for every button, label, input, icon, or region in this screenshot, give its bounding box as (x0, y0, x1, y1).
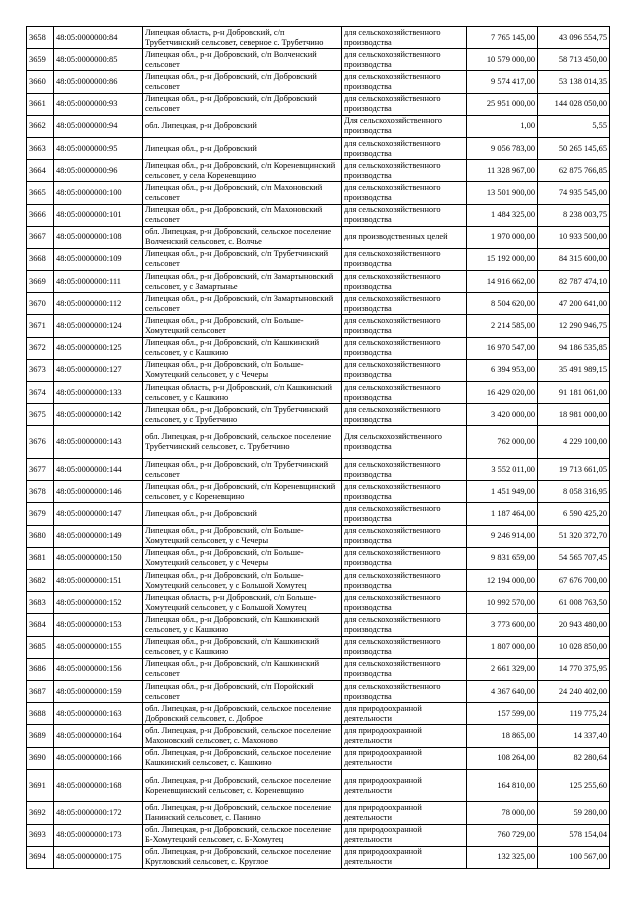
cadastral-value-cell: 20 943 480,00 (538, 614, 610, 636)
row-number: 3680 (27, 525, 54, 547)
area-cell: 9 831 659,00 (467, 547, 538, 569)
cadastral-value-cell: 8 058 316,95 (538, 481, 610, 503)
area-cell: 1 187 464,00 (467, 503, 538, 525)
address-cell: Липецкая обл., р-н Добровский, с/п Замартыновский сельсовет, у с Замартынье (143, 271, 342, 293)
row-number: 3677 (27, 459, 54, 481)
cadastral-number: 48:05:0000000:94 (54, 115, 143, 137)
area-cell: 1 970 000,00 (467, 226, 538, 248)
permitted-use-cell: для сельскохозяйственного производства (342, 293, 467, 315)
permitted-use-cell: для природоохранной деятельности (342, 747, 467, 769)
address-cell: Липецкая область, р-н Добровский, с/п Трубетчинский сельсовет, северное с. Трубетчино (143, 27, 342, 49)
row-number: 3687 (27, 680, 54, 702)
address-cell: Липецкая обл., р-н Добровский (143, 503, 342, 525)
area-cell: 6 394 953,00 (467, 359, 538, 381)
table-row (27, 49, 610, 71)
permitted-use-cell: для сельскохозяйственного производства (342, 658, 467, 680)
table-row (27, 426, 610, 459)
table-row (27, 204, 610, 226)
row-number: 3690 (27, 747, 54, 769)
permitted-use-cell: для сельскохозяйственного производства (342, 382, 467, 404)
address-cell: Липецкая обл., р-н Добровский, с/п Кореневщинский сельсовет, у села Кореневщино (143, 160, 342, 182)
cadastral-value-cell: 67 676 700,00 (538, 570, 610, 592)
table-row (27, 703, 610, 725)
permitted-use-cell: для сельскохозяйственного производства (342, 71, 467, 93)
cadastral-value-cell: 47 200 641,00 (538, 293, 610, 315)
table-row (27, 71, 610, 93)
address-cell: Липецкая обл., р-н Добровский, с/п Кашкинский сельсовет (143, 658, 342, 680)
row-number: 3658 (27, 27, 54, 49)
row-number: 3661 (27, 93, 54, 115)
permitted-use-cell: для сельскохозяйственного производства (342, 204, 467, 226)
table-row (27, 525, 610, 547)
cadastral-value-cell: 18 981 000,00 (538, 404, 610, 426)
area-cell: 2 661 329,00 (467, 658, 538, 680)
permitted-use-cell: для сельскохозяйственного производства (342, 459, 467, 481)
address-cell: Липецкая обл., р-н Добровский, с/п Кашкинский сельсовет, у с Кашкино (143, 337, 342, 359)
table-row (27, 182, 610, 204)
cadastral-value-cell: 8 238 003,75 (538, 204, 610, 226)
address-cell: обл. Липецкая, р-н Добровский, сельское поселение Махоновский сельсовет, с. Махоново (143, 725, 342, 747)
cadastral-value-cell: 12 290 946,75 (538, 315, 610, 337)
address-cell: обл. Липецкая, р-н Добровский, сельское поселение Кореневщинский сельсовет, с. Кореневщино (143, 769, 342, 802)
row-number: 3686 (27, 658, 54, 680)
row-number: 3688 (27, 703, 54, 725)
cadastral-value-cell: 10 028 850,00 (538, 636, 610, 658)
table-row (27, 570, 610, 592)
cadastral-value-cell: 35 491 989,15 (538, 359, 610, 381)
permitted-use-cell: для сельскохозяйственного производства (342, 680, 467, 702)
area-cell: 25 951 000,00 (467, 93, 538, 115)
permitted-use-cell: Для сельскохозяйственного производства (342, 115, 467, 137)
cadastral-number: 48:05:0000000:150 (54, 547, 143, 569)
row-number: 3662 (27, 115, 54, 137)
address-cell: Липецкая обл., р-н Добровский, с/п Кашкинский сельсовет, у с Кашкино (143, 614, 342, 636)
cadastral-number: 48:05:0000000:168 (54, 769, 143, 802)
address-cell: обл. Липецкая, р-н Добровский, сельское поселение Волченский сельсовет, с. Волчье (143, 226, 342, 248)
area-cell: 3 420 000,00 (467, 404, 538, 426)
row-number: 3678 (27, 481, 54, 503)
table-row (27, 725, 610, 747)
cadastral-value-cell: 74 935 545,00 (538, 182, 610, 204)
cadastral-value-cell: 119 775,24 (538, 703, 610, 725)
row-number: 3669 (27, 271, 54, 293)
permitted-use-cell: для природоохранной деятельности (342, 703, 467, 725)
area-cell: 3 773 600,00 (467, 614, 538, 636)
permitted-use-cell: для сельскохозяйственного производства (342, 636, 467, 658)
cadastral-number: 48:05:0000000:156 (54, 658, 143, 680)
row-number: 3689 (27, 725, 54, 747)
permitted-use-cell: для сельскохозяйственного производства (342, 93, 467, 115)
cadastral-number: 48:05:0000000:149 (54, 525, 143, 547)
table-row (27, 614, 610, 636)
area-cell: 4 367 640,00 (467, 680, 538, 702)
row-number: 3682 (27, 570, 54, 592)
cadastral-value-cell: 144 028 050,00 (538, 93, 610, 115)
address-cell: Липецкая обл., р-н Добровский, с/п Волченский сельсовет (143, 49, 342, 71)
area-cell: 132 325,00 (467, 846, 538, 868)
area-cell: 13 501 900,00 (467, 182, 538, 204)
cadastral-value-cell: 100 567,00 (538, 846, 610, 868)
cadastral-number: 48:05:0000000:144 (54, 459, 143, 481)
area-cell: 3 552 011,00 (467, 459, 538, 481)
address-cell: обл. Липецкая, р-н Добровский, сельское поселение Кругловский сельсовет, с. Круглое (143, 846, 342, 868)
area-cell: 9 246 914,00 (467, 525, 538, 547)
row-number: 3692 (27, 802, 54, 824)
area-cell: 15 192 000,00 (467, 248, 538, 270)
table-row (27, 115, 610, 137)
area-cell: 16 970 547,00 (467, 337, 538, 359)
cadastral-number: 48:05:0000000:112 (54, 293, 143, 315)
cadastral-value-cell: 62 875 766,85 (538, 160, 610, 182)
permitted-use-cell: для сельскохозяйственного производства (342, 359, 467, 381)
row-number: 3683 (27, 592, 54, 614)
permitted-use-cell: для сельскохозяйственного производства (342, 160, 467, 182)
permitted-use-cell: для сельскохозяйственного производства (342, 182, 467, 204)
permitted-use-cell: для природоохранной деятельности (342, 824, 467, 846)
address-cell: обл. Липецкая, р-н Добровский, сельское поселение Трубетчинский сельсовет, с. Трубетчино (143, 426, 342, 459)
address-cell: обл. Липецкая, р-н Добровский, сельское поселение Панинский сельсовет, с. Панино (143, 802, 342, 824)
land-registry-table (26, 26, 610, 869)
address-cell: обл. Липецкая, р-н Добровский (143, 115, 342, 137)
table-row (27, 503, 610, 525)
cadastral-value-cell: 5,55 (538, 115, 610, 137)
area-cell: 9 574 417,00 (467, 71, 538, 93)
address-cell: Липецкая обл., р-н Добровский, с/п Махоновский сельсовет (143, 182, 342, 204)
cadastral-number: 48:05:0000000:100 (54, 182, 143, 204)
cadastral-number: 48:05:0000000:146 (54, 481, 143, 503)
cadastral-value-cell: 82 787 474,10 (538, 271, 610, 293)
address-cell: Липецкая обл., р-н Добровский, с/п Трубетчинский сельсовет (143, 248, 342, 270)
cadastral-value-cell: 59 280,00 (538, 802, 610, 824)
row-number: 3679 (27, 503, 54, 525)
cadastral-number: 48:05:0000000:95 (54, 137, 143, 159)
cadastral-number: 48:05:0000000:152 (54, 592, 143, 614)
area-cell: 1,00 (467, 115, 538, 137)
area-cell: 1 451 949,00 (467, 481, 538, 503)
table-row (27, 359, 610, 381)
cadastral-number: 48:05:0000000:173 (54, 824, 143, 846)
address-cell: Липецкая обл., р-н Добровский, с/п Добровский сельсовет (143, 93, 342, 115)
area-cell: 10 579 000,00 (467, 49, 538, 71)
row-number: 3673 (27, 359, 54, 381)
cadastral-number: 48:05:0000000:163 (54, 703, 143, 725)
cadastral-number: 48:05:0000000:164 (54, 725, 143, 747)
cadastral-number: 48:05:0000000:96 (54, 160, 143, 182)
cadastral-number: 48:05:0000000:142 (54, 404, 143, 426)
area-cell: 762 000,00 (467, 426, 538, 459)
cadastral-value-cell: 51 320 372,70 (538, 525, 610, 547)
address-cell: Липецкая обл., р-н Добровский, с/п Больше-Хомутецкий сельсовет, у с Чечеры (143, 525, 342, 547)
address-cell: Липецкая обл., р-н Добровский, с/п Трубетчинский сельсовет, у с Трубетчино (143, 404, 342, 426)
cadastral-value-cell: 91 181 061,00 (538, 382, 610, 404)
cadastral-value-cell: 58 713 450,00 (538, 49, 610, 71)
row-number: 3665 (27, 182, 54, 204)
row-number: 3671 (27, 315, 54, 337)
address-cell: Липецкая обл., р-н Добровский, с/п Больше-Хомутецкий сельсовет, у с Чечеры (143, 547, 342, 569)
address-cell: Липецкая обл., р-н Добровский, с/п Махоновский сельсовет (143, 204, 342, 226)
area-cell: 164 810,00 (467, 769, 538, 802)
address-cell: Липецкая обл., р-н Добровский, с/п Поройский сельсовет (143, 680, 342, 702)
table-row (27, 226, 610, 248)
cadastral-number: 48:05:0000000:151 (54, 570, 143, 592)
table-row (27, 93, 610, 115)
permitted-use-cell: для природоохранной деятельности (342, 725, 467, 747)
cadastral-value-cell: 14 770 375,95 (538, 658, 610, 680)
permitted-use-cell: для сельскохозяйственного производства (342, 271, 467, 293)
cadastral-value-cell: 4 229 100,00 (538, 426, 610, 459)
permitted-use-cell: для сельскохозяйственного производства (342, 404, 467, 426)
cadastral-number: 48:05:0000000:124 (54, 315, 143, 337)
table-row (27, 547, 610, 569)
cadastral-number: 48:05:0000000:108 (54, 226, 143, 248)
table-row (27, 160, 610, 182)
cadastral-number: 48:05:0000000:93 (54, 93, 143, 115)
row-number: 3668 (27, 248, 54, 270)
cadastral-value-cell: 578 154,04 (538, 824, 610, 846)
row-number: 3691 (27, 769, 54, 802)
permitted-use-cell: для природоохранной деятельности (342, 802, 467, 824)
cadastral-number: 48:05:0000000:111 (54, 271, 143, 293)
permitted-use-cell: Для сельскохозяйственного производства (342, 426, 467, 459)
row-number: 3693 (27, 824, 54, 846)
table-row (27, 271, 610, 293)
row-number: 3675 (27, 404, 54, 426)
permitted-use-cell: для природоохранной деятельности (342, 769, 467, 802)
address-cell: обл. Липецкая, р-н Добровский, сельское поселение Добровский сельсовет, с. Доброе (143, 703, 342, 725)
area-cell: 7 765 145,00 (467, 27, 538, 49)
cadastral-value-cell: 6 590 425,20 (538, 503, 610, 525)
permitted-use-cell: для сельскохозяйственного производства (342, 248, 467, 270)
table-row (27, 404, 610, 426)
table-row (27, 658, 610, 680)
permitted-use-cell: для сельскохозяйственного производства (342, 27, 467, 49)
area-cell: 11 328 967,00 (467, 160, 538, 182)
cadastral-value-cell: 53 138 014,35 (538, 71, 610, 93)
area-cell: 16 429 020,00 (467, 382, 538, 404)
address-cell: обл. Липецкая, р-н Добровский, сельское поселение Б-Хомутецкий сельсовет, с. Б-Хомутец (143, 824, 342, 846)
address-cell: Липецкая обл., р-н Добровский, с/п Замартыновский сельсовет (143, 293, 342, 315)
cadastral-number: 48:05:0000000:172 (54, 802, 143, 824)
row-number: 3685 (27, 636, 54, 658)
cadastral-number: 48:05:0000000:155 (54, 636, 143, 658)
area-cell: 1 484 325,00 (467, 204, 538, 226)
row-number: 3674 (27, 382, 54, 404)
cadastral-number: 48:05:0000000:166 (54, 747, 143, 769)
cadastral-value-cell: 24 240 402,00 (538, 680, 610, 702)
permitted-use-cell: для сельскохозяйственного производства (342, 337, 467, 359)
cadastral-value-cell: 54 565 707,45 (538, 547, 610, 569)
permitted-use-cell: для природоохранной деятельности (342, 846, 467, 868)
cadastral-value-cell: 125 255,60 (538, 769, 610, 802)
cadastral-number: 48:05:0000000:153 (54, 614, 143, 636)
cadastral-number: 48:05:0000000:147 (54, 503, 143, 525)
cadastral-number: 48:05:0000000:133 (54, 382, 143, 404)
table-row (27, 592, 610, 614)
permitted-use-cell: для сельскохозяйственного производства (342, 614, 467, 636)
address-cell: Липецкая обл., р-н Добровский, с/п Добровский сельсовет (143, 71, 342, 93)
table-row (27, 248, 610, 270)
table-body (27, 27, 610, 869)
row-number: 3666 (27, 204, 54, 226)
permitted-use-cell: для сельскохозяйственного производства (342, 547, 467, 569)
cadastral-number: 48:05:0000000:175 (54, 846, 143, 868)
address-cell: Липецкая обл., р-н Добровский, с/п Больше-Хомутецкий сельсовет (143, 315, 342, 337)
permitted-use-cell: для сельскохозяйственного производства (342, 570, 467, 592)
area-cell: 2 214 585,00 (467, 315, 538, 337)
area-cell: 14 916 662,00 (467, 271, 538, 293)
cadastral-number: 48:05:0000000:101 (54, 204, 143, 226)
row-number: 3667 (27, 226, 54, 248)
cadastral-number: 48:05:0000000:85 (54, 49, 143, 71)
address-cell: Липецкая обл., р-н Добровский, с/п Кореневщинский сельсовет, у с Кореневщино (143, 481, 342, 503)
address-cell: Липецкая обл., р-н Добровский, с/п Больше-Хомутецкий сельсовет, у с Чечеры (143, 359, 342, 381)
cadastral-value-cell: 50 265 145,65 (538, 137, 610, 159)
permitted-use-cell: для сельскохозяйственного производства (342, 137, 467, 159)
permitted-use-cell: для производственных целей (342, 226, 467, 248)
table-row (27, 824, 610, 846)
cadastral-value-cell: 94 186 535,85 (538, 337, 610, 359)
area-cell: 78 000,00 (467, 802, 538, 824)
row-number: 3694 (27, 846, 54, 868)
address-cell: Липецкая обл., р-н Добровский (143, 137, 342, 159)
cadastral-value-cell: 82 280,64 (538, 747, 610, 769)
cadastral-number: 48:05:0000000:127 (54, 359, 143, 381)
area-cell: 12 194 000,00 (467, 570, 538, 592)
permitted-use-cell: для сельскохозяйственного производства (342, 481, 467, 503)
table-row (27, 481, 610, 503)
table-row (27, 337, 610, 359)
area-cell: 1 807 000,00 (467, 636, 538, 658)
row-number: 3664 (27, 160, 54, 182)
address-cell: обл. Липецкая, р-н Добровский, сельское поселение Кашкинский сельсовет, с. Кашкино (143, 747, 342, 769)
area-cell: 8 504 620,00 (467, 293, 538, 315)
table-row (27, 293, 610, 315)
row-number: 3663 (27, 137, 54, 159)
table-row (27, 382, 610, 404)
address-cell: Липецкая обл., р-н Добровский, с/п Кашкинский сельсовет, у с Кашкино (143, 636, 342, 658)
permitted-use-cell: для сельскохозяйственного производства (342, 525, 467, 547)
cadastral-number: 48:05:0000000:84 (54, 27, 143, 49)
area-cell: 10 992 570,00 (467, 592, 538, 614)
cadastral-value-cell: 10 933 500,00 (538, 226, 610, 248)
table-row (27, 802, 610, 824)
cadastral-number: 48:05:0000000:86 (54, 71, 143, 93)
permitted-use-cell: для сельскохозяйственного производства (342, 315, 467, 337)
cadastral-number: 48:05:0000000:109 (54, 248, 143, 270)
table-row (27, 459, 610, 481)
cadastral-value-cell: 14 337,40 (538, 725, 610, 747)
permitted-use-cell: для сельскохозяйственного производства (342, 503, 467, 525)
cadastral-number: 48:05:0000000:125 (54, 337, 143, 359)
address-cell: Липецкая обл., р-н Добровский, с/п Больше-Хомутецкий сельсовет, у с Большой Хомутец (143, 570, 342, 592)
cadastral-value-cell: 19 713 661,05 (538, 459, 610, 481)
permitted-use-cell: для сельскохозяйственного производства (342, 592, 467, 614)
row-number: 3672 (27, 337, 54, 359)
row-number: 3670 (27, 293, 54, 315)
area-cell: 18 865,00 (467, 725, 538, 747)
row-number: 3676 (27, 426, 54, 459)
area-cell: 760 729,00 (467, 824, 538, 846)
table-row (27, 769, 610, 802)
permitted-use-cell: для сельскохозяйственного производства (342, 49, 467, 71)
area-cell: 157 599,00 (467, 703, 538, 725)
area-cell: 9 056 783,00 (467, 137, 538, 159)
table-row (27, 27, 610, 49)
cadastral-value-cell: 84 315 600,00 (538, 248, 610, 270)
row-number: 3684 (27, 614, 54, 636)
table-row (27, 315, 610, 337)
table-row (27, 680, 610, 702)
row-number: 3681 (27, 547, 54, 569)
address-cell: Липецкая область, р-н Добровский, с/п Больше-Хомутецкий сельсовет, у с Большой Хомутец (143, 592, 342, 614)
row-number: 3659 (27, 49, 54, 71)
cadastral-value-cell: 61 008 763,50 (538, 592, 610, 614)
table-row (27, 636, 610, 658)
table-row (27, 747, 610, 769)
row-number: 3660 (27, 71, 54, 93)
cadastral-number: 48:05:0000000:159 (54, 680, 143, 702)
area-cell: 108 264,00 (467, 747, 538, 769)
address-cell: Липецкая область, р-н Добровский, с/п Кашкинский сельсовет, у с Кашкино (143, 382, 342, 404)
cadastral-number: 48:05:0000000:143 (54, 426, 143, 459)
address-cell: Липецкая обл., р-н Добровский, с/п Трубетчинский сельсовет (143, 459, 342, 481)
cadastral-value-cell: 43 096 554,75 (538, 27, 610, 49)
table-row (27, 846, 610, 868)
table-row (27, 137, 610, 159)
